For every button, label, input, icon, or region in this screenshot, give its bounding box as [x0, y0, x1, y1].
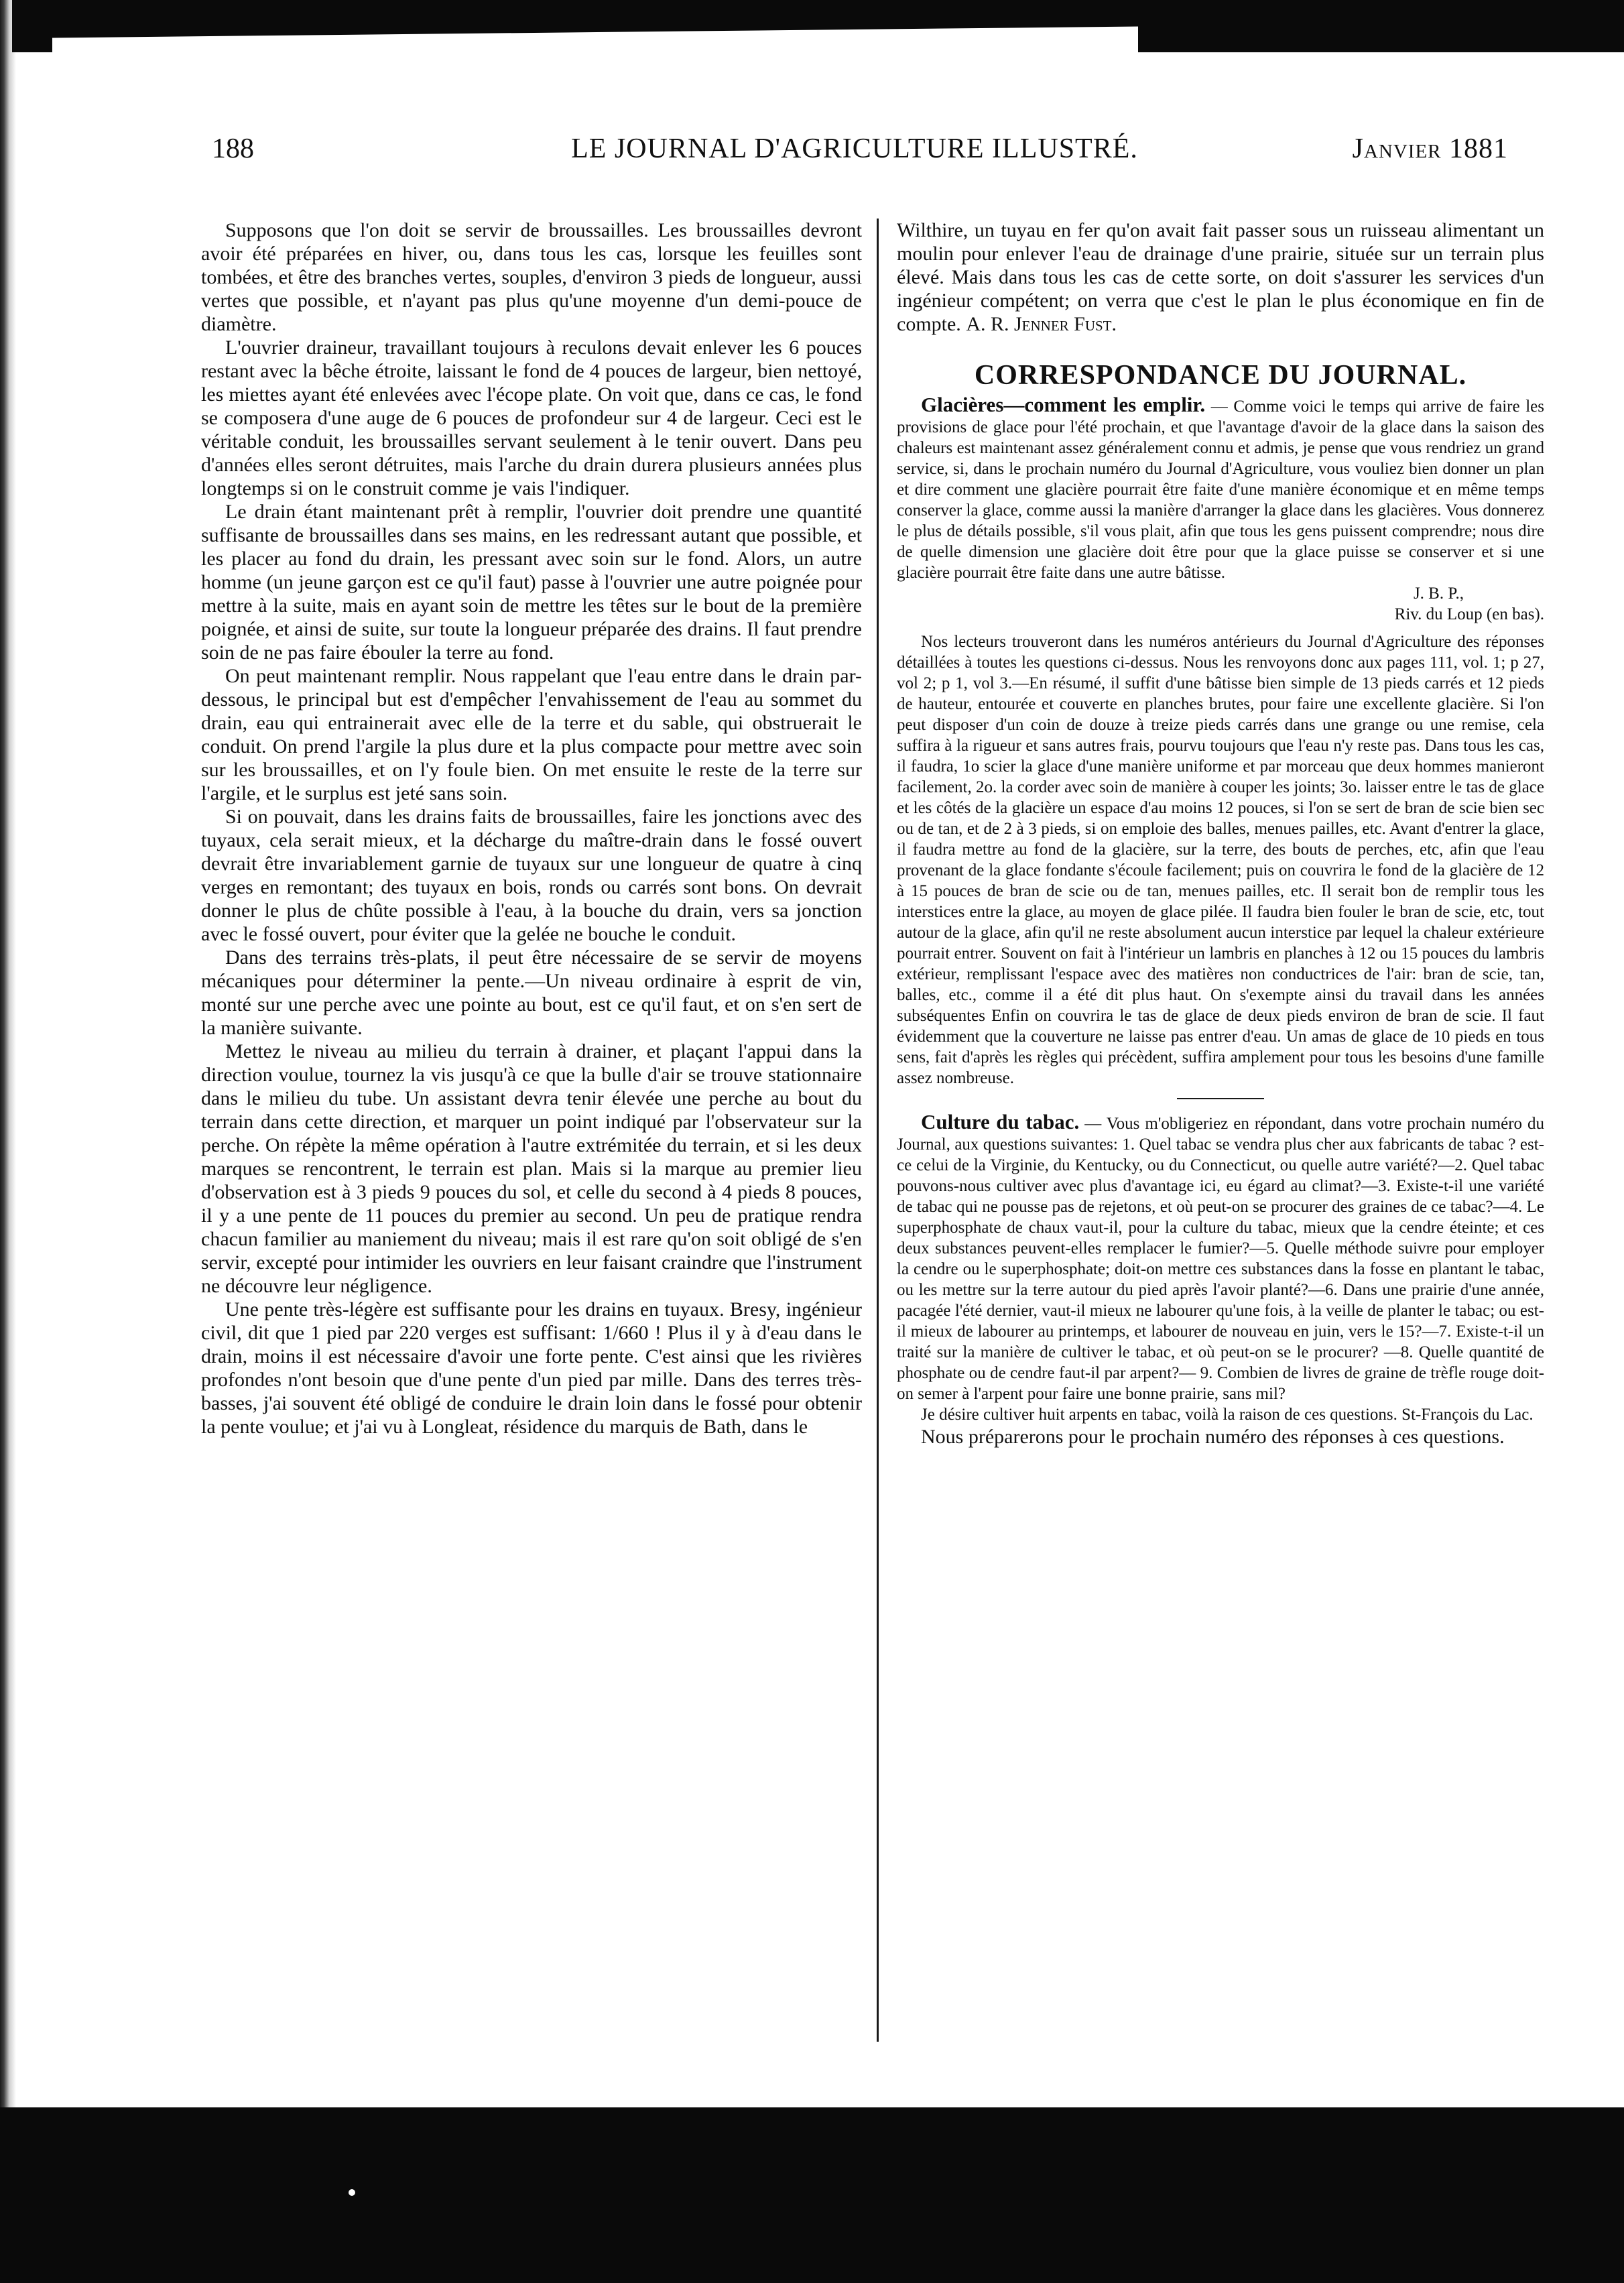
paragraph: Mettez le niveau au milieu du terrain à drainer, et plaçant l'appui dans la direction voulue, tournez la vis jusqu'à ce que la bulle d'air se trouve stationnaire dans le milieu du tube. Un assistant devra tenir élevée une perche au bout du terrain dans cette direction, et marquer un point indiqué par l'observateur sur la perche. On répète la même opération à l'autre extrémitée du terrain, et si les deux marques se rencontrent, le terrain est plan. Mais si la marque au premier lieu d'observation est à 3 pieds 9 pouces du sol, et celle du second à 4 pieds 8 pouces, il y a une pente de 11 pouces du premier au second. Un peu de pratique rendra chacun familier au maniement du niveau; mais il est rare qu'on soit obligé de s'en servir, excepté pour intimider les ouvriers en leur faisant craindre que l'instrument ne découvre leur négligence.	[201, 1040, 862, 1297]
left-column	[201, 219, 862, 1438]
letter-title: Glacières—comment les emplir.	[921, 393, 1206, 416]
page-binding-edge	[0, 0, 16, 2107]
editor-closing-note: Nous préparerons pour le prochain numéro des réponses à ces questions.	[921, 1426, 1505, 1448]
page-number: 188	[212, 133, 254, 164]
journal-title: LE JOURNAL D'AGRICULTURE ILLUSTRÉ.	[571, 133, 1138, 164]
section-title: CORRESPONDANCE DU JOURNAL.	[974, 360, 1467, 391]
scan-border-top	[12, 0, 1624, 52]
letter-place: Riv. du Loup (en bas).	[1394, 605, 1544, 623]
scan-border-top-edge	[52, 27, 1138, 65]
paragraph: Dans des terrains très-plats, il peut être nécessaire de se servir de moyens mécaniques pour déterminer la pente.—Un niveau ordinaire à esprit de vin, monté sur une perche avec une pointe au bout, est ce qu'il faut, et on s'en sert de la manière suivante.	[201, 946, 862, 1039]
paragraph: Le drain étant maintenant prêt à remplir, l'ouvrier doit prendre une quantité suffisante de broussailles dans ses mains, en les redressant autant que possible, et les placer au fond du drain, les pressant avec soin sur le fond. Alors, un autre homme (un jeune garçon est ce qu'il faut) passe à l'ouvrier une autre poignée pour mettre à la suite, mais en ayant soin de mettre les têtes sur le bout de la première poignée, et ainsi de suite, sur toute la longueur préparée des drains. Il faut prendre soin de ne pas faire ébouler la terre au fond.	[201, 501, 862, 664]
column-rule	[877, 219, 879, 2042]
paragraph: Supposons que l'on doit se servir de broussailles. Les broussailles devront avoir été préparées en hiver, ou, dans tous les cas, lorsque les feuilles sont tombées, et être des branches vertes, souples, d'environ 3 pieds de longueur, aussi vertes que possible, et n'ayant pas plus qu'une moyenne d'un demi-pouce de diamètre.	[201, 219, 862, 335]
paragraph: Une pente très-légère est suffisante pour les drains en tuyaux. Bresy, ingénieur civil, dit que 1 pied par 220 verges est suffisant: 1/660 ! Plus il y à d'eau dans le drain, moins il est nécessaire d'avoir une forte pente. C'est ainsi que les rivières profondes n'ont besoin que d'une pente d'un pied par mille. Dans des terres très-basses, j'ai souvent été obligé de conduire le drain loin dans le fossé pour obtenir la pente voulue; et j'ai vu à Longleat, résidence du marquis de Bath, dans le	[201, 1298, 862, 1438]
letter-title: Culture du tabac.	[921, 1110, 1080, 1133]
scan-speck	[349, 2189, 355, 2196]
article-author: A. R. Jenner Fust.	[966, 313, 1117, 335]
letter	[897, 1111, 1544, 1404]
letter-signature: J. B. P.,	[1413, 584, 1464, 603]
paragraph: Si on pouvait, dans les drains faits de broussailles, faire les jonctions avec des tuyaux, cela serait mieux, et la décharge du maître-drain dans le fossé ouvert devrait être invariablement garnie de tuyaux sur une longueur de quatre à cinq verges en remontant; des tuyaux en bois, ronds ou carrés sont bons. On devrait donner le plus de chûte possible à l'eau, à la bouche du drain, vers sa jonction avec le fossé ouvert, pour éviter que la gelée ne bouche le conduit.	[201, 806, 862, 945]
correspondence-section	[897, 394, 1544, 1425]
editor-reply: Nos lecteurs trouveront dans les numéros antérieurs du Journal d'Agriculture des réponses détaillées à toutes les questions ci-dessus. Nous les renvoyons donc aux pages 111, vol. 1; p 27, vol 2; p 1, vol 3.—En résumé, il suffit d'une bâtisse bien simple de 13 pieds carrés et 12 pieds de hauteur, entourée et couverte en planches brutes, pour faire une excellente glacière. Si l'on peut disposer d'un coin de douze à treize pieds carrés dans une grange ou une remise, cela suffira à la rigueur et sans autres frais, pourvu toujours que l'eau n'y reste pas. Dans tous les cas, il faudra, 1o scier la glace d'une manière uniforme et par morceau que deux hommes manieront facilement, 2o. la corder avec soin de manière à couper les joints; 3o. laisser entre le tas de glace et les côtés de la glacière un espace d'au moins 12 pouces, si l'on se sert de bran de scie bien sec ou de tan, et de 2 à 3 pieds, si on emploie des balles, menues pailles, etc. Avant d'entrer la glace, il faudra mettre au fond de la glacière, sur la terre, des bouts de perches, etc, afin que l'eau provenant de la glace fondante s'écoule facilement; puis on couvrira le fond de la glacière de 12 à 15 pouces de bran de scie ou de tan, menues pailles, etc. Il serait bon de remplir tous les interstices entre la glace, au moyen de glace pilée. Il faudra bien fouler le bran de scie, etc, tout autour de la glace, afin qu'il ne reste absolument aucun interstice par lequel la chaleur extérieure pourrait entrer. Souvent on fait à l'intérieur un lambris en planches à 12 ou 15 pouces du lambris extérieur, remplissant l'espace avec des matières non conductrices de l'air: bran de scie, tan, balles, etc., comme il a été dit plus haut. On s'exempte ainsi du travail dans les années subséquentes Enfin on couvrira le tas de glace de deux pieds environ de bran de scie. Il faut évidemment que la couverture ne laisse pas entrer d'eau. Un amas de glace de 10 pieds en tous sens, fait d'après les règles qui précèdent, suffira amplement pour tous les besoins d'une famille assez nombreuse.	[897, 633, 1544, 1087]
issue-date: Janvier 1881	[1352, 133, 1508, 164]
separator-rule	[1177, 1098, 1264, 1099]
letter-closing: Je désire cultiver huit arpents en tabac, voilà la raison de ces questions. St-François du Lac.	[921, 1406, 1534, 1424]
letter-body: — Vous m'obligeriez en répondant, dans votre prochain numéro du Journal, aux questions suivantes: 1. Quel tabac se vendra plus cher aux fabricants de tabac ? est-ce celui de la Virginie, du Kentucky, ou du Connecticut, ou quelle autre variété?—2. Quel tabac pouvons-nous cultiver avec plus d'avantage ici, eu égard au climat?—3. Existe-t-il une variété de tabac qui ne pousse pas de rejetons, et où peut-on se procurer des graines de ce tabac?—4. Le superphosphate de chaux vaut-il, pour la culture du tabac, mieux que la cendre éteinte; et ces deux substances peuvent-elles remplacer le fumier?—5. Quelle méthode suivre pour employer la cendre ou le superphosphate; doit-on mettre ces substances dans la fosse en plantant le tabac, ou les mettre sur la terre autour du pied après l'avoir planté?—6. Dans une prairie d'une année, pacagée l'été dernier, vaut-il mieux ne labourer qu'une fois, à la veille de planter le tabac; ou est-il mieux de labourer au printemps, et labourer de nouveau en juin, vers le 15?—7. Existe-t-il un traité sur la manière de cultiver le tabac, et où peut-on se le procurer? —8. Quelle quantité de phosphate ou de cendre faut-il par arpent?— 9. Combien de livres de graine de trèfle rouge doit-on semer à l'arpent pour faire une bonne prairie, sans mil?	[897, 1115, 1545, 1403]
right-column	[897, 219, 1544, 1448]
paragraph: On peut maintenant remplir. Nous rappelant que l'eau entre dans le drain par-dessous, le principal but est d'empêcher l'envahissement de l'eau au sommet du drain, eau qui entrainerait avec elle de la terre et du sable, qui obstruerait le conduit. On prend l'argile la plus dure et la plus compacte pour mettre avec soin sur les broussailles, et on l'y foule bien. On met ensuite le reste de la terre sur l'argile, et le surplus est jeté sans soin.	[201, 665, 862, 804]
scan-border-bottom	[0, 2107, 1624, 2283]
letter	[897, 394, 1544, 583]
running-header	[201, 133, 1508, 170]
letter-body: — Comme voici le temps qui arrive de faire les provisions de glace pour l'été prochain, et que l'avantage d'avoir de la glace dans la saison des chaleurs est maintenant assez généralement connu et admis, je pense que vous rendriez un grand service, si, dans le prochain numéro du Journal d'Agriculture, vous vouliez bien donner un plan et dire comment une glacière pourrait être faite d'une manière économique et en même temps conserver la glace, comme aussi la manière d'arranger la glace dans les glacières. Vous donnerez le plus de détails possible, s'il vous plait, afin que tous les gens puissent comprendre; nous dire de quelle dimension une glacière doit être pour que la glace puisse se conserver et si une glacière pourrait être faite dans une autre bâtisse.	[897, 397, 1544, 582]
article-continuation	[897, 219, 1544, 336]
continuation-text: Wilthire, un tuyau en fer qu'on avait fait passer sous un ruisseau alimentant un moulin pour enlever l'eau de drainage d'une prairie, située sur un terrain plus élevé. Mais dans tous les cas de cette sorte, on doit s'assurer les services d'un ingénieur compétent; on verra que c'est le plan le plus économique en fin de compte.	[897, 219, 1544, 335]
paragraph: L'ouvrier draineur, travaillant toujours à reculons devait enlever les 6 pouces restant avec la bêche étroite, laissant le fond de 4 pouces de largeur, bien nettoyé, les miettes ayant été enlevées avec l'écope plate. On voit que, dans ce cas, le fond se composera d'une auge de 6 pouces de profondeur sur 4 de largeur. Ceci est le véritable conduit, les broussailles servant seulement à le tenir ouvert. Dans peu d'années elles seront détruites, mais l'arche du drain durera plusieurs années plus longtemps si on le construit comme je vais l'indiquer.	[201, 336, 862, 499]
